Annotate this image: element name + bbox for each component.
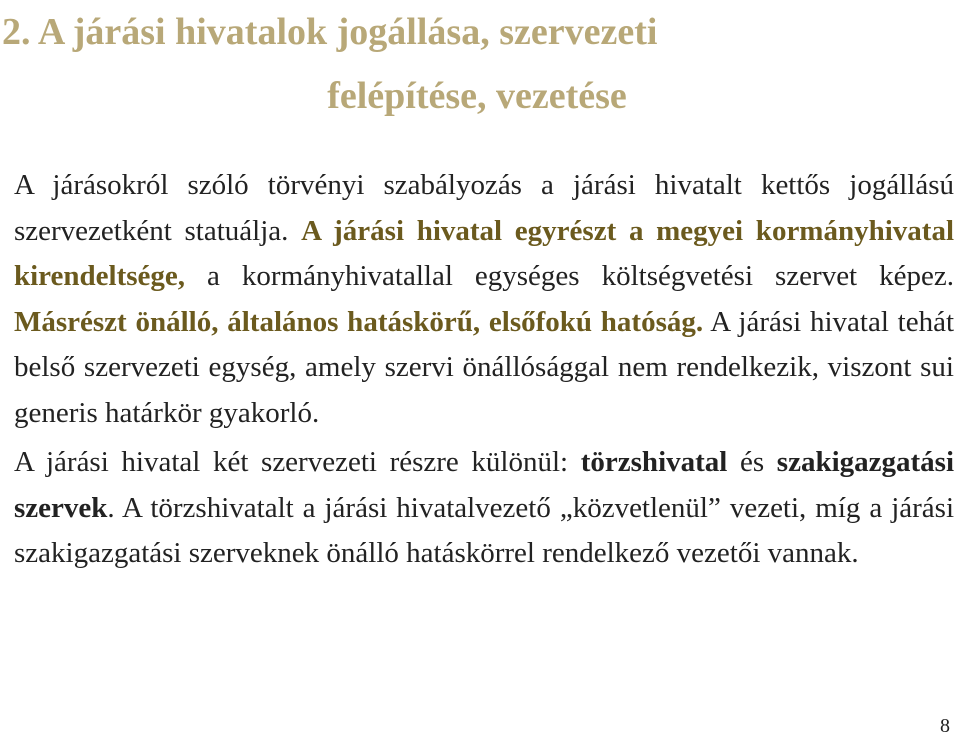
- paragraph-2-text-1: A járási hivatal két szervezeti részre különül:: [14, 446, 581, 478]
- paragraph-2-text-2: és: [727, 446, 777, 478]
- slide-title: [2, 0, 952, 128]
- paragraph-legal-status: [14, 163, 954, 436]
- paragraph-1-text-1: A járásokról szóló törvényi szabályozás a járási hivatalt kettős jogállású szervezetként statuálja.: [14, 169, 954, 247]
- page-number: 8: [940, 715, 950, 737]
- paragraph-1-text-3: A járási hivatal tehát belső szervezeti egység, amely szervi önállósággal nem rendelkezik, viszont sui generis határkör gyakorló.: [14, 305, 954, 429]
- paragraph-2-bold-2: szakigazgatási szervek: [14, 446, 954, 524]
- slide-body: [14, 163, 954, 577]
- paragraph-organization: [14, 440, 954, 577]
- paragraph-2-text-3: . A törzshivatalt a járási hivatalvezető „közvetlenül” vezeti, míg a járási szakigazgatási szerveknek önálló hatáskörrel rendelkező vezetői vannak.: [14, 491, 954, 569]
- slide-title-line-2: felépítése, vezetése: [327, 75, 627, 117]
- paragraph-2-bold-1: törzshivatal: [580, 446, 728, 478]
- paragraph-1-text-2: a kormányhivatallal egységes költségvetési szervet képez.: [185, 260, 954, 292]
- paragraph-1-highlight-2: Másrészt önálló, általános hatáskörű, elsőfokú hatóság.: [14, 305, 704, 338]
- paragraph-1-highlight-1: A járási hivatal egyrészt a megyei kormányhivatal kirendeltsége,: [14, 214, 954, 292]
- slide-title-line-1: 2. A járási hivatalok jogállása, szervezeti: [2, 11, 658, 53]
